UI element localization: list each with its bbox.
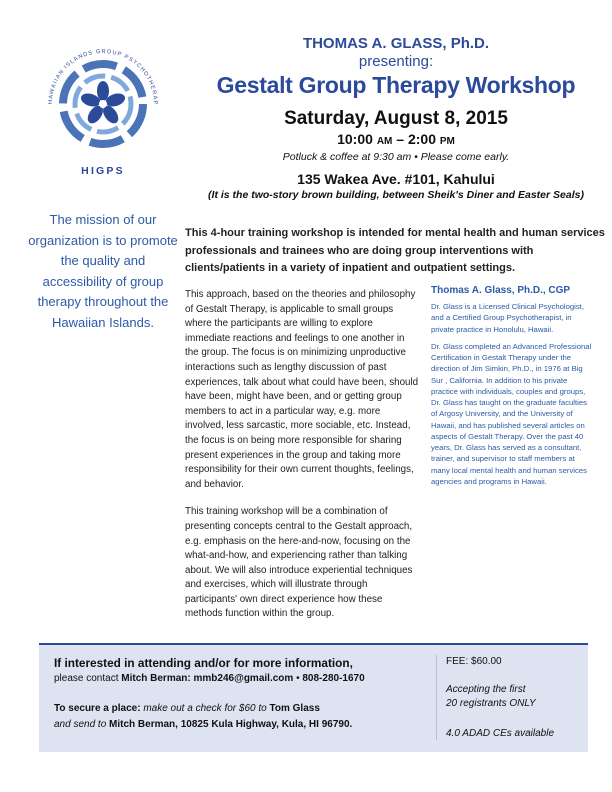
fee: FEE: $60.00 bbox=[446, 656, 502, 667]
time-end: 2:00 bbox=[407, 131, 436, 147]
contact-email[interactable]: mmb246@gmail.com bbox=[193, 673, 294, 684]
send-to-label: and send to bbox=[54, 719, 107, 730]
secure-label: To secure a place: bbox=[54, 703, 141, 714]
workshop-date: Saturday, August 8, 2015 bbox=[284, 108, 508, 129]
footer-heading: If interested in attending and/or for more information, bbox=[54, 656, 353, 670]
potluck-note: Potluck & coffee at 9:30 am • Please come early. bbox=[282, 151, 510, 163]
secure-name: Tom Glass bbox=[269, 703, 320, 714]
contact-line bbox=[54, 673, 434, 684]
secure-text: make out a check for $60 to bbox=[143, 703, 267, 714]
presenting-label: presenting: bbox=[358, 53, 434, 70]
accept-line-1: Accepting the first bbox=[446, 684, 526, 695]
logo-arc-text: HAWAIIAN ISLANDS GROUP PSYCHOTHERAP bbox=[47, 48, 159, 106]
logo bbox=[38, 38, 168, 184]
body-column bbox=[185, 288, 420, 635]
workshop-time bbox=[180, 131, 612, 147]
bio-paragraph-2: Dr. Glass completed an Advanced Professional Certification in Gestalt Therapy under the direction of Jim Simkin, Ph.D., in 1976 at Big Sur , California. In addition to his private practice with individuals, couples and groups, Dr. Glass has taught on the graduate faculties of Argosy University, and the University of Hawaii, and has published several articles on aspects of Gestalt Therapy. Over the past 40 years, Dr. Glass has served as a consultant, trainer, and supervisor to staff members at many local mental health and human services agencies and programs in Hawaii. bbox=[431, 341, 592, 486]
mission-statement: The mission of our organization is to promote the quality and accessibility of group therapy throughout the Hawaiian Islands. bbox=[28, 212, 178, 330]
bio-paragraph-1: Dr. Glass is a Licensed Clinical Psychologist, and a Certified Group Psychotherapist, in private practice in Honolulu, Hawaii. bbox=[431, 302, 584, 334]
bio-column bbox=[431, 284, 595, 493]
ceu-note: 4.0 ADAD CEs available bbox=[446, 728, 555, 739]
bio-heading: Thomas A. Glass, Ph.D., CGP bbox=[431, 285, 571, 296]
time-start: 10:00 bbox=[337, 131, 373, 147]
higps-logo-icon bbox=[38, 38, 168, 184]
workshop-address: 135 Wakea Ave. #101, Kahului bbox=[297, 171, 495, 187]
send-line bbox=[54, 719, 434, 730]
accept-line-2: 20 registrants ONLY bbox=[446, 697, 536, 709]
body-paragraph-2: This training workshop will be a combination of presenting concepts central to the Gestalt approach, e.g. emphasis on the here-and-now, focusing on the what-and-how, and experiencing rather than talking about. We will also introduce experiential techniques and exercises, which will illustrate through participants' own direct experience how these methods function within the group. bbox=[185, 506, 413, 620]
registration-limit bbox=[446, 683, 536, 710]
presenter-name: THOMAS A. GLASS, Ph.D. bbox=[302, 35, 490, 52]
mail-address: Mitch Berman, 10825 Kula Highway, Kula, HI 96790. bbox=[109, 719, 353, 730]
intro-text: This 4-hour training workshop is intended for mental health and human services professionals and trainees who are doing group interventions with clients/patients in a variety of inpatient and outpatient settings. bbox=[185, 227, 605, 274]
hibiscus-icon bbox=[79, 81, 126, 126]
contact-bullet: • bbox=[296, 673, 300, 684]
contact-prefix: please contact bbox=[54, 673, 122, 684]
workshop-title: Gestalt Group Therapy Workshop bbox=[216, 72, 576, 98]
secure-line bbox=[54, 703, 434, 714]
time-start-am: AM bbox=[376, 136, 393, 147]
contact-name: Mitch Berman: bbox=[121, 673, 191, 684]
address-note: (It is the two-story brown building, between Sheik's Diner and Easter Seals) bbox=[208, 189, 584, 201]
time-end-pm: PM bbox=[439, 136, 455, 147]
logo-initials: HIGPS bbox=[81, 165, 125, 177]
time-dash: – bbox=[396, 131, 405, 147]
intro-paragraph bbox=[185, 225, 605, 278]
footer-divider bbox=[436, 655, 437, 740]
body-paragraph-1: This approach, based on the theories and philosophy of Gestalt Therapy, is applicable to small groups where the participants are willing to explore immediate reactions and feelings to one another in the group. The focus is on minimizing unproductive interactions such as lengthy discussion of past experiences, talk about what could have been, should have been, might have been, and or getting group members to act in a particular way, e.g. more involved, less sarcastic, more sociable, etc. Instead, the focus is on being more responsible for sharing present experiences in the group and taking more responsibility for their own current thoughts, feelings, and behavior. bbox=[185, 289, 419, 490]
contact-phone[interactable]: 808-280-1670 bbox=[302, 673, 365, 684]
